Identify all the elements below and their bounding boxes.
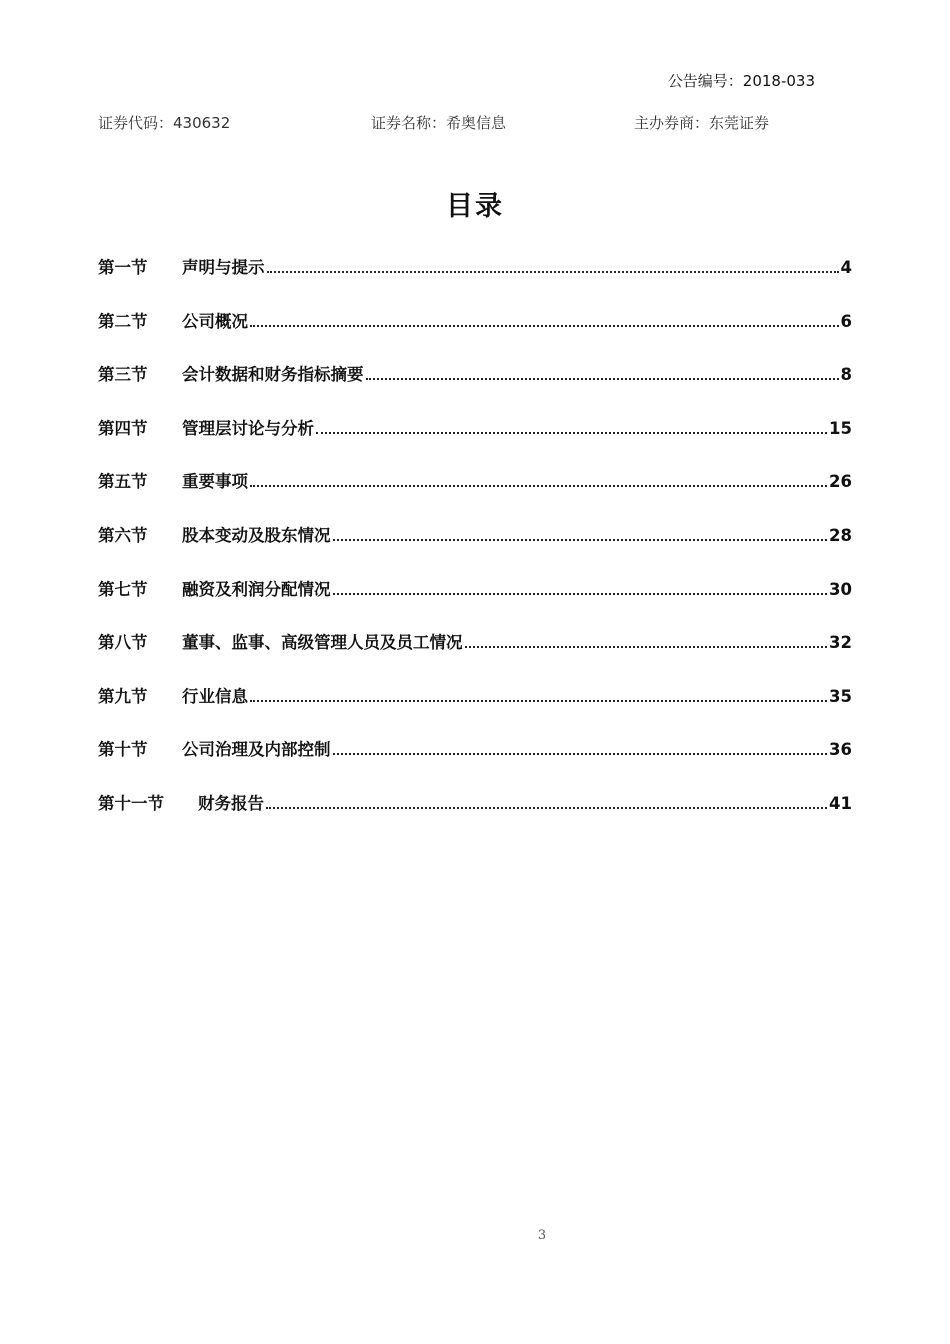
toc-entry-title: 重要事项 — [182, 472, 248, 492]
toc-section-label: 第八节 — [98, 633, 148, 653]
toc-dot-leader — [465, 636, 828, 648]
stock-name: 证券名称：希奥信息 — [371, 114, 507, 132]
sponsor-broker: 主办券商：东莞证券 — [634, 114, 770, 132]
toc-section-label: 第九节 — [98, 686, 148, 706]
toc-entry-3[interactable] — [98, 361, 852, 415]
toc-dot-leader — [266, 797, 827, 809]
security-info-row — [98, 112, 852, 134]
toc-heading: 目录 — [446, 191, 504, 222]
toc-dot-leader — [333, 529, 828, 541]
toc-page-number: 28 — [829, 525, 852, 545]
toc-entry-title: 声明与提示 — [182, 258, 265, 277]
toc-entry-title: 股本变动及股东情况 — [182, 525, 331, 545]
page-number: 3 — [537, 1228, 547, 1243]
toc-page-number: 35 — [829, 686, 852, 706]
toc-page-number: 36 — [829, 740, 852, 760]
toc-page-number: 8 — [840, 365, 852, 385]
toc-section-label: 第三节 — [98, 365, 148, 385]
toc-entry-title: 融资及利润分配情况 — [182, 579, 331, 599]
toc-section-label: 第一节 — [98, 258, 148, 277]
toc-section-label: 第四节 — [98, 418, 148, 438]
toc-entry-6[interactable] — [98, 522, 852, 576]
toc-dot-leader — [316, 422, 827, 434]
toc-section-label: 第十节 — [98, 740, 148, 760]
toc-entry-title: 行业信息 — [182, 686, 248, 706]
toc-entry-10[interactable] — [98, 736, 852, 790]
toc-section-label: 第二节 — [98, 311, 148, 331]
table-of-contents — [98, 254, 852, 844]
toc-section-label: 第五节 — [98, 472, 148, 492]
toc-page-number: 6 — [840, 311, 852, 331]
toc-dot-leader — [333, 743, 828, 755]
toc-entry-9[interactable] — [98, 683, 852, 737]
toc-page-number: 41 — [829, 793, 852, 813]
toc-entry-1[interactable] — [98, 254, 852, 308]
toc-entry-4[interactable] — [98, 415, 852, 469]
toc-entry-7[interactable] — [98, 576, 852, 630]
toc-page-number: 32 — [829, 633, 852, 653]
toc-entry-11[interactable] — [98, 790, 852, 844]
toc-section-label: 第六节 — [98, 525, 148, 545]
toc-entry-title: 董事、监事、高级管理人员及员工情况 — [182, 633, 463, 653]
toc-dot-leader — [267, 261, 839, 273]
toc-entry-2[interactable] — [98, 308, 852, 362]
toc-entry-title: 公司概况 — [182, 311, 248, 331]
stock-code: 证券代码：430632 — [98, 114, 231, 132]
announcement-number: 公告编号：2018-033 — [667, 72, 815, 90]
toc-page-number: 15 — [829, 418, 852, 438]
toc-dot-leader — [250, 475, 827, 487]
toc-entry-8[interactable] — [98, 629, 852, 683]
toc-page-number: 4 — [840, 258, 852, 277]
toc-entry-title: 财务报告 — [198, 793, 264, 813]
toc-page-number: 30 — [829, 579, 852, 599]
toc-section-label: 第七节 — [98, 579, 148, 599]
toc-dot-leader — [250, 315, 839, 327]
toc-entry-title: 会计数据和财务指标摘要 — [182, 365, 364, 385]
toc-dot-leader — [366, 368, 839, 380]
toc-dot-leader — [333, 583, 828, 595]
toc-entry-title: 公司治理及内部控制 — [182, 740, 331, 760]
toc-dot-leader — [250, 690, 827, 702]
toc-section-label: 第十一节 — [98, 793, 164, 813]
toc-page-number: 26 — [829, 472, 852, 492]
toc-entry-5[interactable] — [98, 468, 852, 522]
toc-entry-title: 管理层讨论与分析 — [182, 418, 314, 438]
